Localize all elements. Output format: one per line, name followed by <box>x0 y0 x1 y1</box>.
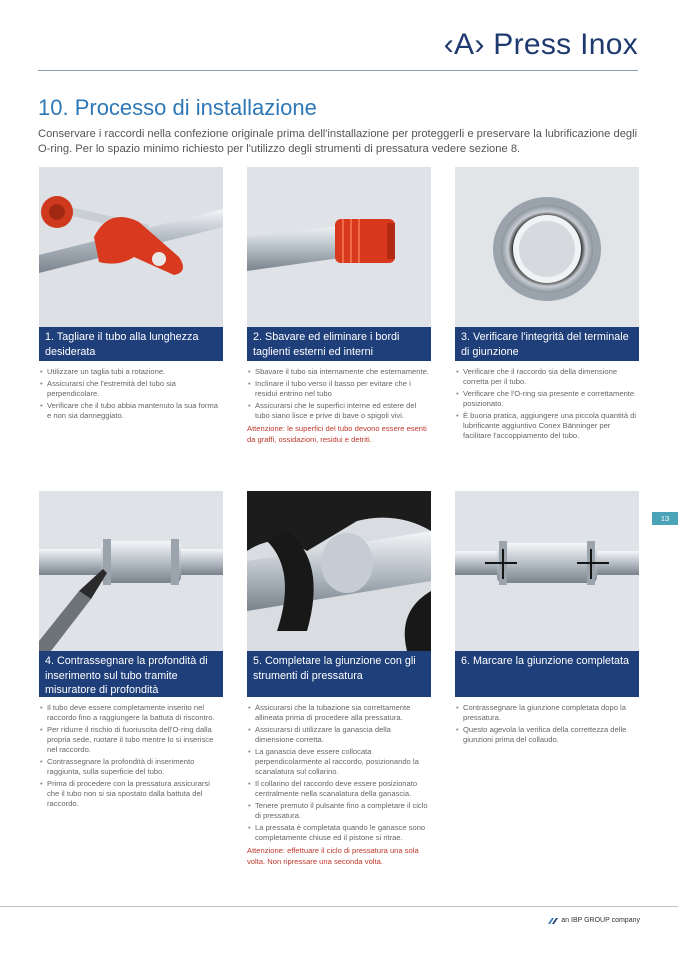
step-card-2 <box>247 167 431 445</box>
step-6-caption: 6. Marcare la giunzione completata <box>455 651 639 697</box>
step-2-warning: Attenzione: le superfici del tubo devono essere esenti da graffi, ossidazioni, residui e detriti. <box>247 424 427 444</box>
step-4-caption: 4. Contrassegnare la profondità di inserimento sul tubo tramite misuratore di profondità <box>39 651 223 697</box>
page-number-tab: 13 <box>652 512 678 525</box>
step-5-bullet: • La ganascia deve essere collocata perpendicolarmente al raccordo, posizionando la scanalatura sul collarino. <box>247 747 431 777</box>
step-card-6 <box>455 491 639 747</box>
step-5-warning: Attenzione: effettuare il ciclo di pressatura una sola volta. Non ripressare una seconda volta. <box>247 846 419 866</box>
step-6-bullets <box>455 703 639 745</box>
section-title: 10. Processo di installazione <box>38 95 317 120</box>
step-3-bullet: • Verificare che il raccordo sia della dimensione corretta per il tubo. <box>455 367 639 387</box>
press-tool-illustration <box>247 491 431 651</box>
pipe-cutter-illustration <box>39 167 223 327</box>
step-4-bullet: • Per ridurre il rischio di fuoriuscita dell'O-ring dalla propria sede, ruotare il tubo mentre lo si inserisce nel raccordo. <box>39 725 223 755</box>
step-1-bullet: • Assicurarsi che l'estremità del tubo sia perpendicolare. <box>39 379 223 399</box>
step-3-caption: 3. Verificare l'integrità del terminale di giunzione <box>455 327 639 361</box>
step-1-caption: 1. Tagliare il tubo alla lunghezza desiderata <box>39 327 223 361</box>
step-1-bullet: • Verificare che il tubo abbia mantenuto la sua forma e non sia danneggiato. <box>39 401 223 421</box>
step-6-bullet: • Contrassegnare la giunzione completata dopo la pressatura. <box>455 703 639 723</box>
step-2-photo <box>247 167 431 327</box>
step-3-bullets <box>455 367 639 441</box>
step-1-bullet: • Utilizzare un taglia tubi a rotazione. <box>39 367 223 377</box>
header-divider <box>38 70 638 71</box>
depth-marking-illustration <box>39 491 223 651</box>
ibp-logo-icon <box>548 918 558 924</box>
footer-divider <box>0 906 678 907</box>
footer <box>548 917 640 924</box>
step-5-bullet: • Assicurarsi che la tubazione sia correttamente allineata prima di procedere alla pressatura. <box>247 703 431 723</box>
step-5-caption: 5. Completare la giunzione con gli strumenti di pressatura <box>247 651 431 697</box>
step-3-bullet: • Verificare che l'O-ring sia presente e correttamente posizionato. <box>455 389 639 409</box>
step-2-bullets <box>247 367 431 421</box>
step-1-bullets <box>39 367 223 421</box>
step-card-3 <box>455 167 639 443</box>
step-card-1 <box>39 167 223 423</box>
step-1-photo <box>39 167 223 327</box>
marked-joint-illustration <box>455 491 639 651</box>
brand-title: ‹A› Press Inox <box>443 28 638 61</box>
step-4-bullet: • Prima di procedere con la pressatura assicurarsi che il tubo non si sia spostato dalla battuta del raccordo. <box>39 779 223 809</box>
step-6-photo <box>455 491 639 651</box>
step-card-4 <box>39 491 223 811</box>
step-3-bullet: • È buona pratica, aggiungere una piccola quantità di lubrificante aggiuntivo Conex Bänninger per facilitare l'accoppiamento del tubo. <box>455 411 639 441</box>
step-2-caption: 2. Sbavare ed eliminare i bordi taglienti esterni ed interni <box>247 327 431 361</box>
step-3-photo <box>455 167 639 327</box>
step-2-bullet: • Sbavare il tubo sia internamente che esternamente. <box>247 367 431 377</box>
step-2-bullet: • Inclinare il tubo verso il basso per evitare che i residui entrino nel tubo <box>247 379 431 399</box>
intro-paragraph: Conservare i raccordi nella confezione originale prima dell'installazione per proteggerli e preservare la lubrificazione degli O-ring. Per lo spazio minimo richiesto per l'utilizzo degli strumenti di pressatura vedere sezione 8. <box>38 128 638 155</box>
step-4-bullet: • Contrassegnare la profondità di inserimento raggiunta, sulla superficie del tubo. <box>39 757 223 777</box>
step-5-bullet: • Il collarino del raccordo deve essere posizionato centralmente nella scanalatura della ganascia. <box>247 779 431 799</box>
step-5-photo <box>247 491 431 651</box>
step-4-photo <box>39 491 223 651</box>
step-4-bullet: • Il tubo deve essere completamente inserito nel raccordo fino a raggiungere la battuta di riscontro. <box>39 703 223 723</box>
step-5-bullet: • Assicurarsi di utilizzare la ganascia della dimensione corretta. <box>247 725 431 745</box>
fitting-end-illustration <box>455 167 639 327</box>
step-4-bullets <box>39 703 223 809</box>
footer-company: an IBP GROUP company <box>561 917 640 924</box>
step-5-bullets <box>247 703 431 843</box>
deburring-tool-illustration <box>247 167 431 327</box>
step-5-bullet: • La pressata è completata quando le ganasce sono completamente chiuse ed il pistone si ritrae. <box>247 823 431 843</box>
step-card-5 <box>247 491 431 867</box>
step-2-bullet: • Assicurarsi che le superfici interne ed estere del tubo siano lisce e prive di bave o spigoli vivi. <box>247 401 431 421</box>
step-5-bullet: • Tenere premuto il pulsante fino a completare il ciclo di pressatura. <box>247 801 431 821</box>
step-6-bullet: • Questo agevola la verifica della correttezza delle giunzioni prima del collaudo. <box>455 725 639 745</box>
